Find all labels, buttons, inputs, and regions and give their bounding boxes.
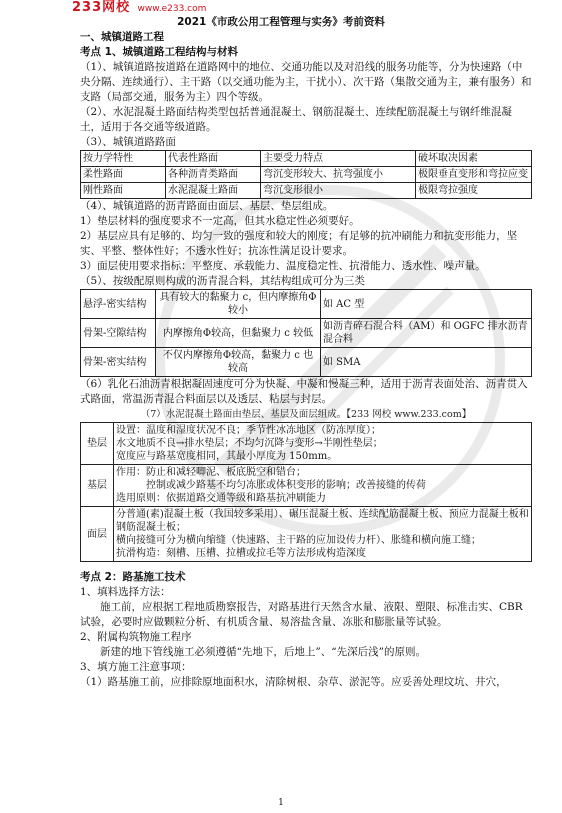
cell-line: 水文地质不良→排水垫层；不均匀沉降与变形→半刚性垫层； (116, 438, 383, 449)
cell-line: 分普通(素)混凝土板（我国较多采用）、碾压混凝土板、连续配筋混凝土板、预应力混凝土板和钢筋混凝土板； (116, 509, 529, 533)
cell-line: 作用：防止和减轻唧泥、板底脱空和错台； (116, 467, 306, 478)
table-row (81, 183, 532, 199)
table-header: 破坏取决因素 (416, 151, 532, 167)
table-cell: 悬浮-密实结构 (81, 290, 156, 319)
table-cell: 面层 (81, 507, 114, 562)
paragraph: （7）水泥混凝土路面由垫层、基层及面层组成。【233 网校 www.233.com】 (140, 409, 472, 420)
table-cell (114, 507, 532, 562)
paragraph: （4）、城镇道路的沥青路面由面层、基层、垫层组成。 (80, 200, 334, 212)
table-cell: 骨架-空隙结构 (81, 319, 156, 348)
table-cell: 水泥混凝土路面 (166, 183, 261, 199)
paragraph: 新建的地下管线施工必须遵循“先地下，后地上”、“先深后浅”的原则。 (100, 646, 426, 658)
paragraph: （5）、按级配原则构成的沥青混合料，其结构组成可分为三类 (80, 275, 365, 287)
page-number: 1 (278, 798, 284, 808)
asphalt-structure-table (80, 289, 532, 377)
table-row (81, 319, 532, 348)
paragraph: 施工前，应根据工程地质勘察报告，对路基进行天然含水量、液限、塑限、标准击实、CBR 试验，必要时应做颗粒分析、有机质含量、易溶盐含量、冻胀和膨胀量等试验。 (80, 601, 523, 628)
table-cell: 极限弯拉强度 (416, 183, 532, 199)
table-row (81, 348, 532, 377)
table-cell: 基层 (81, 465, 114, 507)
pavement-table (80, 150, 532, 199)
table-row (81, 167, 532, 183)
table-header: 按力学特性 (81, 151, 166, 167)
paragraph: 1）垫层材料的强度要求不一定高，但其水稳定性必须要好。 (80, 215, 360, 227)
table-cell: 内摩擦角Φ较高，但黏聚力 c 较低 (156, 319, 321, 348)
logo-site: www.e233.com (137, 4, 207, 14)
table-cell: 柔性路面 (81, 167, 166, 183)
paragraph: 2）基层应具有足够的、均匀一致的强度和较大的刚度；有足够的抗冲刷能力和抗变形能力，坚实、平整、整体性好；不透水性好；抗冻性满足设计要求。 (80, 230, 518, 257)
document-body (80, 30, 532, 690)
section-heading: 一、城镇道路工程 (80, 31, 164, 43)
site-logo[interactable] (72, 0, 206, 14)
paragraph: （6）乳化石油沥青根据凝固速度可分为快凝、中凝和慢凝三种，适用于沥青表面处治、沥青贯入式路面，常温沥青混合料面层以及透层、粘层与封层。 (80, 378, 528, 405)
paragraph: （1）、城镇道路按道路在道路网中的地位、交通功能以及对沿线的服务功能等，分为快速路（中央分隔、连续通行）、主干路（以交通功能为主，干扰小）、次干路（集散交通为主，兼有服务）和支路（局部交通，服务为主）四个等级。 (80, 61, 532, 103)
table-cell: 各种沥青类路面 (166, 167, 261, 183)
concrete-structure-table (80, 422, 532, 562)
table-row (81, 507, 532, 562)
paragraph: （1）路基施工前，应排除原地面积水，清除树根、杂草、淤泥等。应妥善处理坟坑、井穴， (80, 676, 507, 688)
cell-line: 横向接缝可分为横向缩缝（快速路、主干路的应加设传力杆）、胀缝和横向施工缝； (116, 535, 481, 546)
cell-line: 设置：温度和湿度状况不良；季节性冰冻地区（防冻厚度）； (116, 425, 381, 436)
table-row (81, 465, 532, 507)
table-cell: 如沥青碎石混合料（AM）和 OGFC 排水沥青混合料 (321, 319, 532, 348)
table-cell: 具有较大的黏聚力 c，但内摩擦角Φ较小 (156, 290, 321, 319)
paragraph: 3）面层使用要求指标：平整度、承载能力、温度稳定性、抗滑能力、透水性、噪声量。 (80, 260, 486, 272)
point-heading: 考点 1、城镇道路工程结构与材料 (80, 46, 238, 58)
table-cell (114, 465, 532, 507)
table-cell (114, 423, 532, 465)
table-cell: 垫层 (81, 423, 114, 465)
table-cell: 弯沉变形很小 (261, 183, 416, 199)
table-cell: 如 SMA (321, 348, 532, 377)
table-row (81, 290, 532, 319)
table-header: 代表性路面 (166, 151, 261, 167)
cell-line: 宽度应与路基宽度相同，其最小厚度为 150mm。 (116, 451, 338, 462)
table-cell: 极限垂直变形和弯拉应变 (416, 167, 532, 183)
document-title: 2021《市政公用工程管理与实务》考前资料 (177, 16, 385, 28)
cell-line: 选用原则：依据道路交通等级和路基抗冲刷能力 (116, 493, 326, 504)
table-cell: 如 AC 型 (321, 290, 532, 319)
paragraph: 3、填方施工注意事项： (80, 661, 192, 673)
logo-mark: 233网校 (72, 0, 131, 15)
paragraph: （3）、城镇道路路面 (80, 136, 176, 148)
table-cell: 骨架-密实结构 (81, 348, 156, 377)
paragraph: 2、附属构筑物施工程序 (80, 631, 192, 643)
table-cell: 弯沉变形较大、抗弯强度小 (261, 167, 416, 183)
paragraph: （2）、水泥混凝土路面结构类型包括普通混凝土、钢筋混凝土、连续配筋混凝土与钢纤维混凝土，适用于各交通等级道路。 (80, 106, 512, 133)
point-heading: 考点 2：路基施工技术 (80, 571, 186, 583)
table-cell: 刚性路面 (81, 183, 166, 199)
cell-line: 抗滑构造：刻槽、压槽、拉槽或拉毛等方法形成构造深度 (116, 548, 366, 559)
paragraph: 1、填料选择方法： (80, 586, 171, 598)
cell-line: 控制或减少路基不均匀冻胀或体积变形的影响；改善接缝的传荷 (146, 480, 426, 491)
table-header: 主要受力特点 (261, 151, 416, 167)
table-cell: 不仅内摩擦角Φ较高，黏聚力 c 也较高 (156, 348, 321, 377)
table-row (81, 423, 532, 465)
